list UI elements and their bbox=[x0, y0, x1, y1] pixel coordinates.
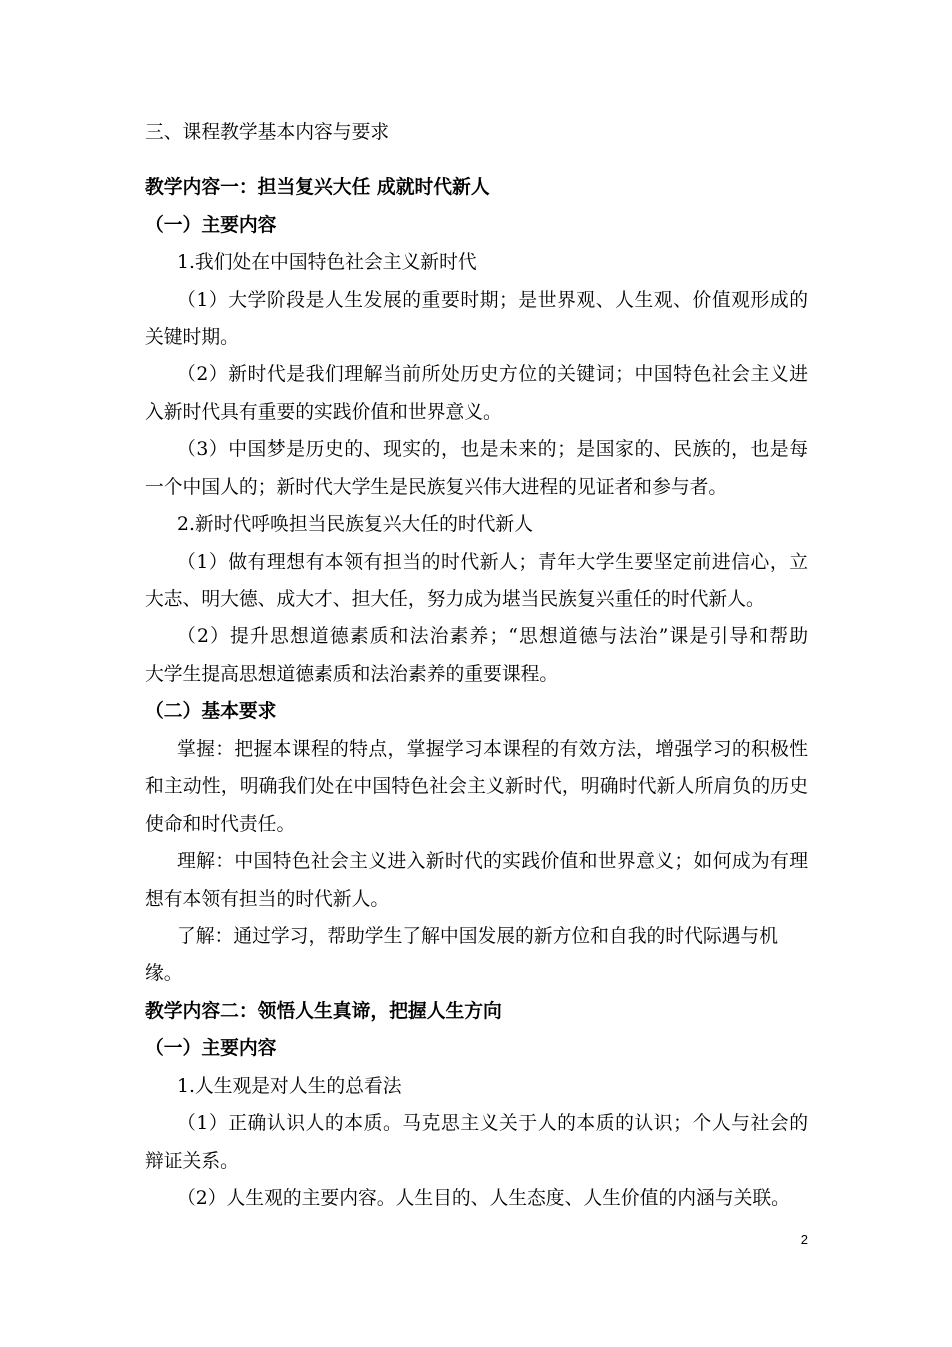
paragraph-line: 入新时代具有重要的实践价值和世界意义。 bbox=[145, 401, 502, 423]
document-page bbox=[145, 114, 808, 1217]
paragraph-line: 关键时期。 bbox=[145, 326, 239, 348]
paragraph-line: 辩证关系。 bbox=[145, 1150, 239, 1172]
content-two-main-heading: （一）主要内容 bbox=[145, 1038, 277, 1060]
paragraph-line: （2）提升思想道德素质和法治素养；“思想道德与法治”课是引导和帮助 bbox=[177, 626, 808, 648]
paragraph-line: 大学生提高思想道德素质和法治素养的重要课程。 bbox=[145, 663, 559, 685]
paragraph bbox=[145, 431, 808, 506]
paragraph bbox=[145, 618, 808, 693]
paragraph bbox=[145, 1180, 808, 1217]
content-one-requirements-heading: （二）基本要求 bbox=[145, 701, 277, 723]
content-one-topic-2: 2.新时代呼唤担当民族复兴大任的时代新人 bbox=[177, 514, 533, 536]
paragraph-line: 使命和时代责任。 bbox=[145, 813, 296, 835]
content-two-topic-1: 1.人生观是对人生的总看法 bbox=[177, 1075, 402, 1097]
paragraph bbox=[145, 282, 808, 357]
paragraph-line: 一个中国人的；新时代大学生是民族复兴伟大进程的见证者和参与者。 bbox=[145, 476, 728, 498]
section-title: 三、课程教学基本内容与要求 bbox=[145, 122, 390, 144]
requirement-master bbox=[145, 731, 808, 843]
requirement-know bbox=[145, 918, 808, 985]
content-one-topic-1: 1.我们处在中国特色社会主义新时代 bbox=[177, 252, 477, 274]
paragraph-line: 想有本领有担当的时代新人。 bbox=[145, 888, 390, 910]
paragraph-line: 掌握：把握本课程的特点，掌握学习本课程的有效方法，增强学习的积极性 bbox=[177, 738, 808, 760]
paragraph-line: 大志、明大德、成大才、担大任，努力成为堪当民族复兴重任的时代新人。 bbox=[145, 589, 765, 611]
paragraph-line: 和主动性，明确我们处在中国特色社会主义新时代，明确时代新人所肩负的历史 bbox=[145, 776, 808, 798]
paragraph bbox=[145, 544, 808, 619]
paragraph-line: （2）人生观的主要内容。人生目的、人生态度、人生价值的内涵与关联。 bbox=[177, 1188, 790, 1210]
paragraph-line: 了解：通过学习，帮助学生了解中国发展的新方位和自我的时代际遇与机缘。 bbox=[145, 925, 778, 985]
paragraph bbox=[145, 1105, 808, 1180]
paragraph-line: 理解：中国特色社会主义进入新时代的实践价值和世界意义；如何成为有理 bbox=[177, 851, 808, 873]
content-two-heading: 教学内容二：领悟人生真谛，把握人生方向 bbox=[145, 1000, 502, 1022]
paragraph-line: （1）做有理想有本领有担当的时代新人；青年大学生要坚定前进信心，立 bbox=[177, 551, 808, 573]
requirement-understand bbox=[145, 843, 808, 918]
paragraph-line: （1）大学阶段是人生发展的重要时期；是世界观、人生观、价值观形成的 bbox=[177, 289, 808, 311]
content-one-main-heading: （一）主要内容 bbox=[145, 214, 277, 236]
paragraph-line: （3）中国梦是历史的、现实的，也是未来的；是国家的、民族的，也是每 bbox=[177, 439, 808, 461]
paragraph-line: （1）正确认识人的本质。马克思主义关于人的本质的认识；个人与社会的 bbox=[177, 1113, 808, 1135]
content-one-heading: 教学内容一：担当复兴大任 成就时代新人 bbox=[145, 177, 490, 199]
page-number: 2 bbox=[800, 1232, 808, 1247]
paragraph-line: （2）新时代是我们理解当前所处历史方位的关键词；中国特色社会主义进 bbox=[177, 364, 808, 386]
paragraph bbox=[145, 356, 808, 431]
